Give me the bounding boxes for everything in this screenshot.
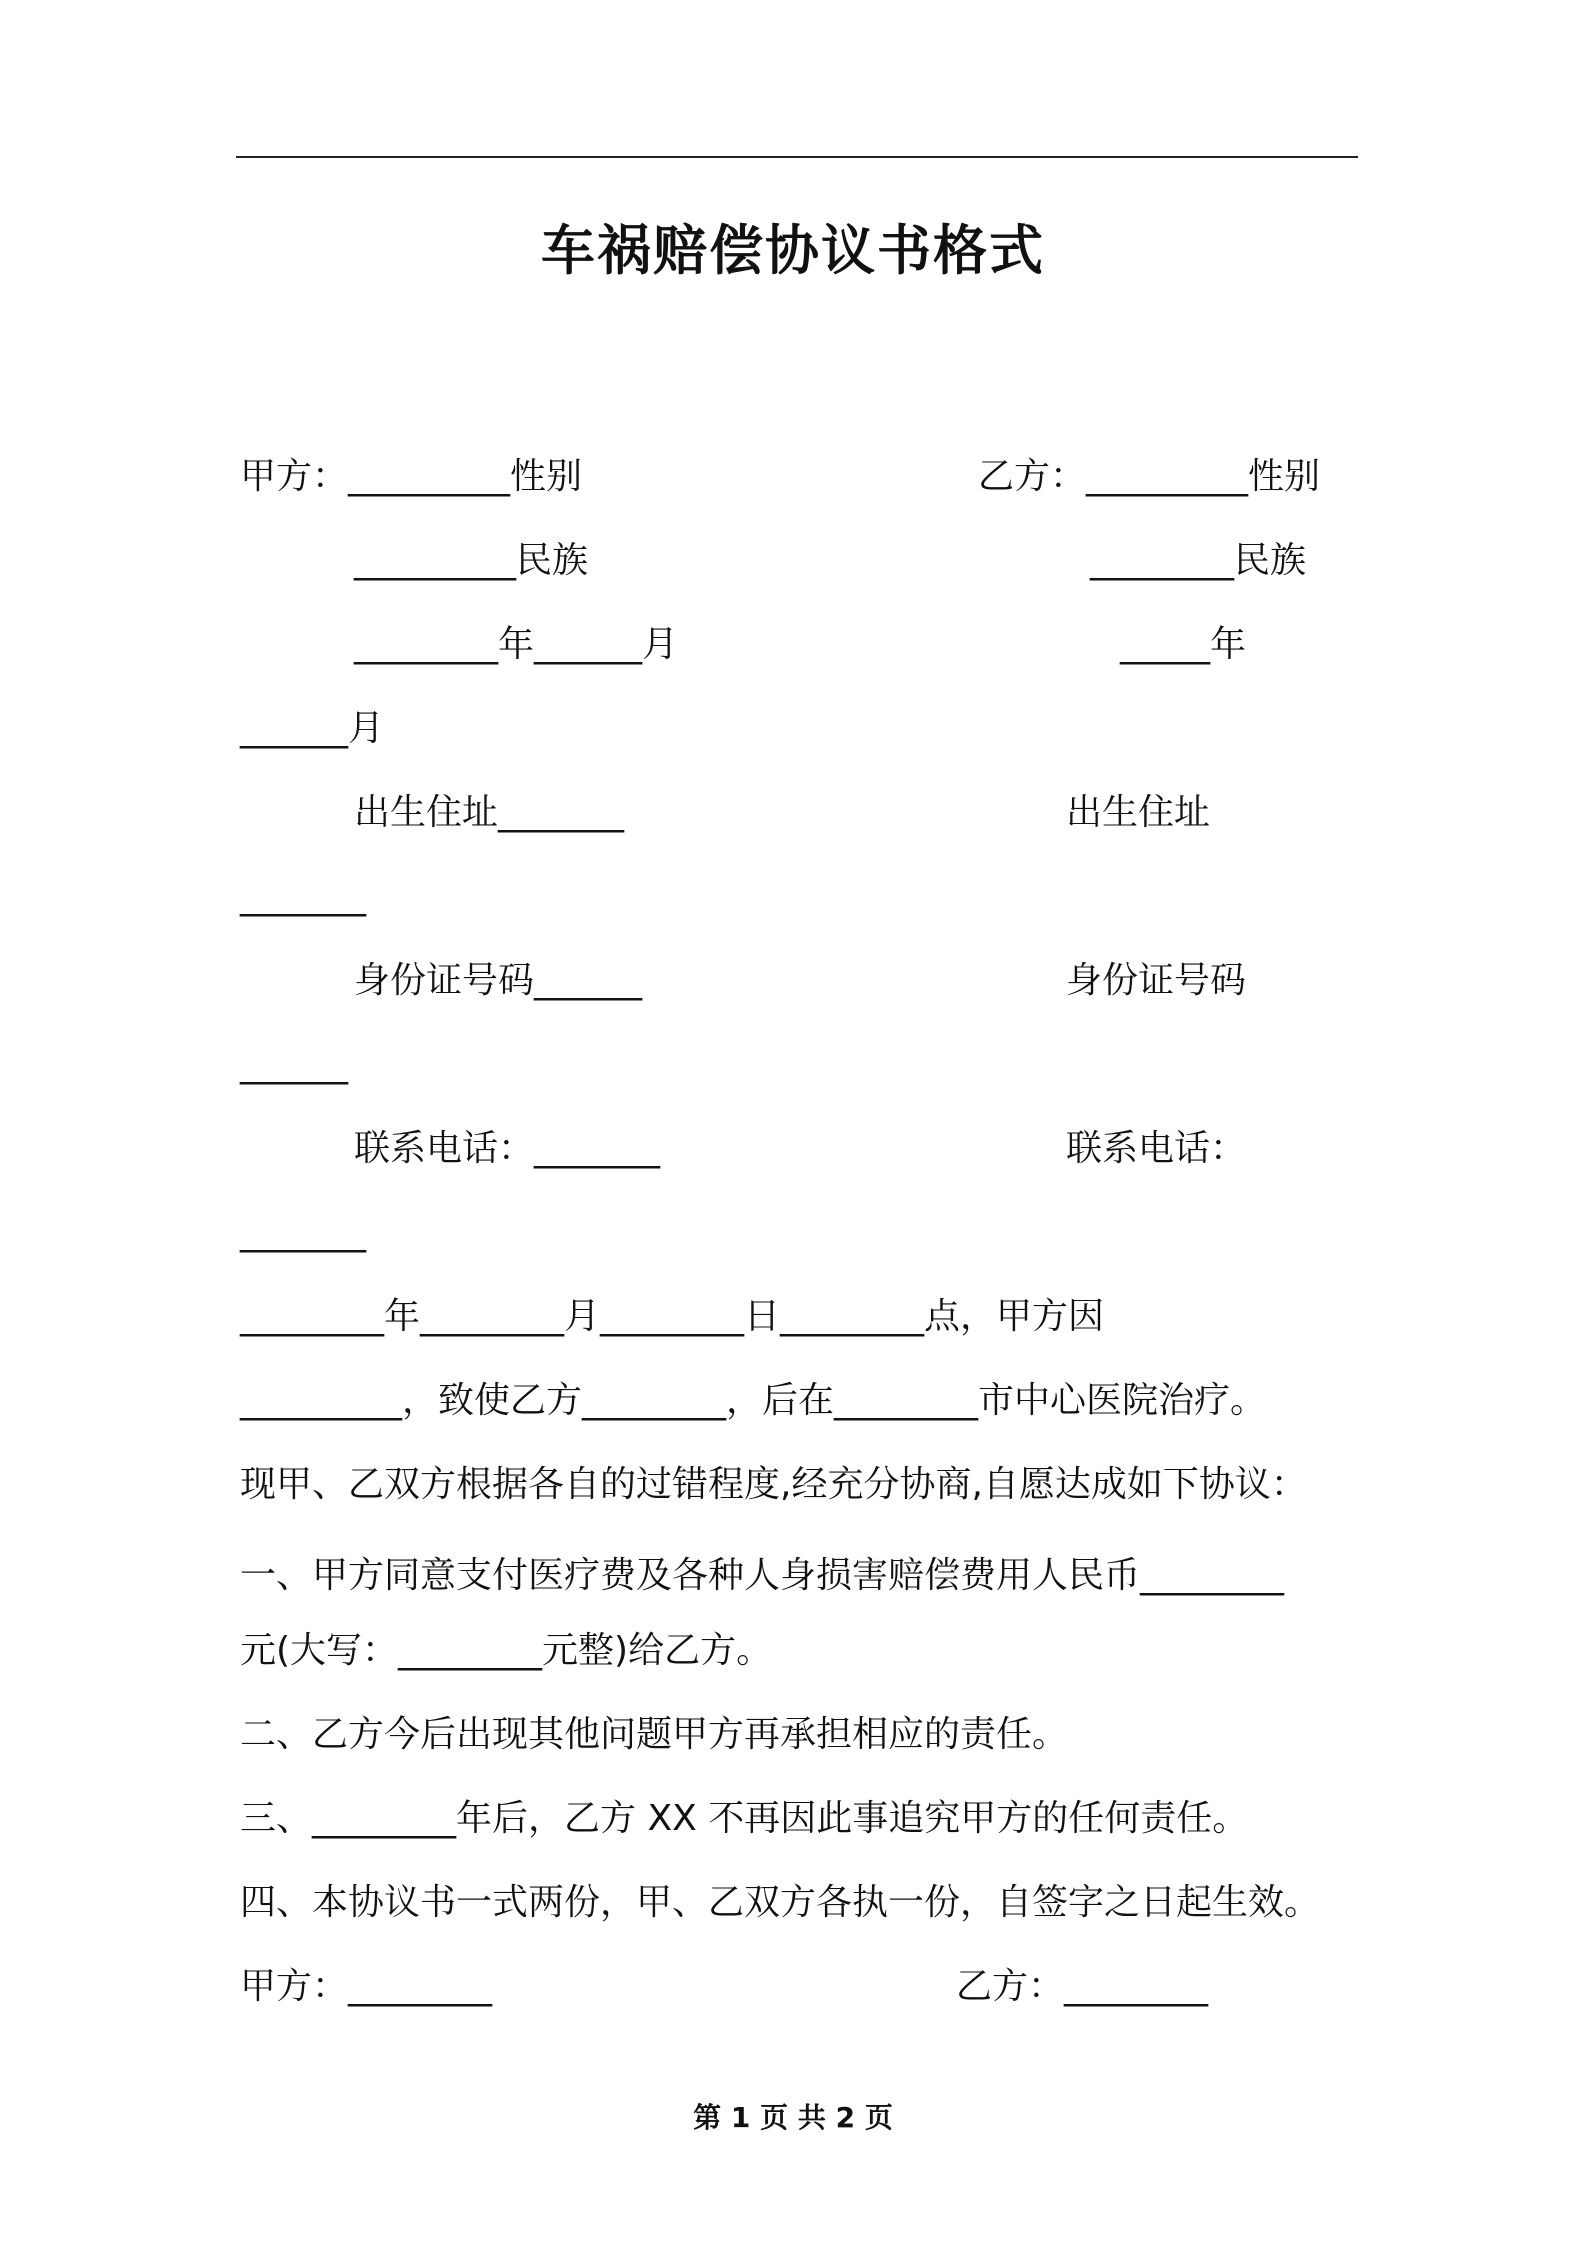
party-a-birth-continued: ______月 xyxy=(240,708,385,749)
party-b-address: 出生住址 xyxy=(1066,792,1211,833)
page-number: 第 1 页 共 2 页 xyxy=(693,2101,893,2134)
party-a-id-number: 身份证号码______ xyxy=(354,960,643,1001)
party-b-ethnicity: ________民族 xyxy=(1090,540,1307,581)
clause-1-line-2: 元(大写：________元整)给乙方。 xyxy=(240,1630,773,1671)
incident-line-3: 现甲、乙双方根据各自的过错程度,经充分协商,自愿达成如下协议： xyxy=(240,1464,1307,1505)
party-b-phone: 联系电话： xyxy=(1066,1128,1247,1169)
party-a-address-continued: _______ xyxy=(240,876,366,917)
incident-line-2: _________，致使乙方________，后在________市中心医院治疗。 xyxy=(240,1380,1267,1421)
party-b-birth: _____年 xyxy=(1120,624,1247,665)
party-a-phone: 联系电话：_______ xyxy=(354,1128,661,1169)
party-a-id-continued: ______ xyxy=(240,1044,348,1085)
signature-party-a: 甲方：________ xyxy=(240,1966,493,2007)
incident-line-1: ________年________月________日________点，甲方因 xyxy=(240,1296,1105,1337)
party-b-id-number: 身份证号码 xyxy=(1066,960,1247,1001)
party-a-gender: 甲方：_________性别 xyxy=(240,456,583,497)
document-title: 车祸赔偿协议书格式 xyxy=(541,219,1045,282)
clause-3: 三、________年后，乙方 XX 不再因此事追究甲方的任何责任。 xyxy=(240,1798,1249,1839)
clause-2: 二、乙方今后出现其他问题甲方再承担相应的责任。 xyxy=(240,1714,1069,1755)
party-a-birth: ________年______月 xyxy=(354,624,678,665)
party-a-ethnicity: _________民族 xyxy=(354,540,589,581)
header-rule xyxy=(236,156,1358,158)
party-a-address: 出生住址_______ xyxy=(354,792,625,833)
clause-4: 四、本协议书一式两份，甲、乙双方各执一份，自签字之日起生效。 xyxy=(240,1882,1321,1923)
party-b-gender: 乙方：_________性别 xyxy=(978,456,1321,497)
party-a-phone-continued: _______ xyxy=(240,1212,366,1253)
signature-party-b: 乙方：________ xyxy=(956,1966,1209,2007)
clause-1-line-1: 一、甲方同意支付医疗费及各种人身损害赔偿费用人民币________ xyxy=(240,1555,1285,1596)
